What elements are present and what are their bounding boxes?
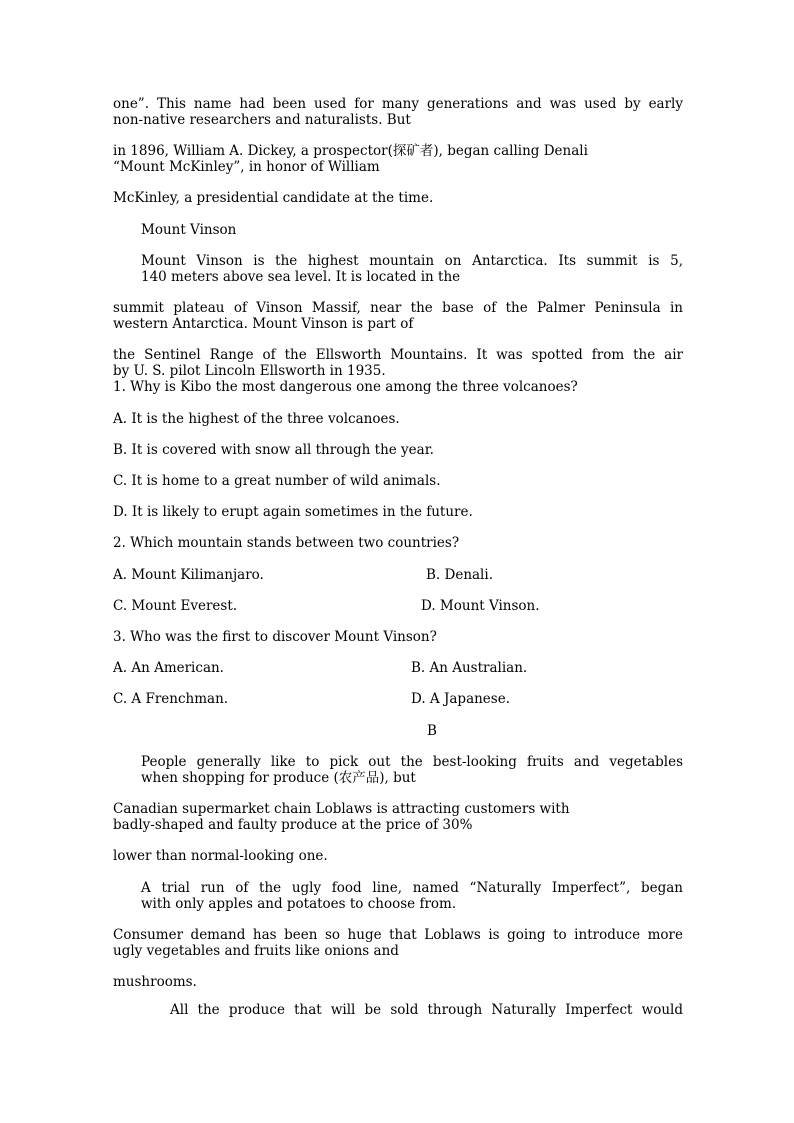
paragraph-line: summit plateau of Vinson Massif, near the base of the Palmer Peninsula in xyxy=(113,300,683,316)
question-1-option-b: B. It is covered with snow all through the year. xyxy=(113,442,434,458)
paragraph-line: All the produce that will be sold through Naturally Imperfect would xyxy=(170,1002,683,1018)
question-1-option-a: A. It is the highest of the three volcanoes. xyxy=(113,411,400,427)
paragraph-line: badly-shaped and faulty produce at the price of 30% xyxy=(113,817,473,833)
question-3-option-d: D. A Japanese. xyxy=(411,691,511,707)
paragraph-line: the Sentinel Range of the Ellsworth Mountains. It was spotted from the air xyxy=(113,347,683,363)
paragraph-line: McKinley, a presidential candidate at the time. xyxy=(113,190,434,206)
question-3: 3. Who was the first to discover Mount Vinson? xyxy=(113,629,437,645)
question-1: 1. Why is Kibo the most dangerous one among the three volcanoes? xyxy=(113,379,578,395)
passage-label: B xyxy=(427,723,437,739)
question-1-option-d: D. It is likely to erupt again sometimes in the future. xyxy=(113,504,473,520)
paragraph-line: A trial run of the ugly food line, named “Naturally Imperfect”, began xyxy=(141,880,683,896)
paragraph-line: Canadian supermarket chain Loblaws is attracting customers with xyxy=(113,801,570,817)
question-2-option-d: D. Mount Vinson. xyxy=(421,598,540,614)
paragraph-line: Consumer demand has been so huge that Loblaws is going to introduce more xyxy=(113,927,683,943)
section-heading: Mount Vinson xyxy=(141,222,237,238)
question-1-option-c: C. It is home to a great number of wild animals. xyxy=(113,473,441,489)
paragraph-line: People generally like to pick out the best-looking fruits and vegetables xyxy=(141,754,683,770)
paragraph-line: one”. This name had been used for many generations and was used by early xyxy=(113,96,683,112)
question-2-option-b: B. Denali. xyxy=(426,567,493,583)
question-3-option-b: B. An Australian. xyxy=(411,660,528,676)
paragraph-line: mushrooms. xyxy=(113,974,197,990)
paragraph-line: “Mount McKinley”, in honor of William xyxy=(113,159,380,175)
paragraph-line: in 1896, William A. Dickey, a prospector(探矿者), began calling Denali xyxy=(113,143,588,159)
paragraph-line: lower than normal-looking one. xyxy=(113,848,328,864)
paragraph-line: western Antarctica. Mount Vinson is part of xyxy=(113,316,414,332)
paragraph-line: when shopping for produce (农产品), but xyxy=(141,770,416,786)
question-3-option-c: C. A Frenchman. xyxy=(113,691,229,707)
paragraph-line: non-native researchers and naturalists. But xyxy=(113,112,411,128)
paragraph-line: ugly vegetables and fruits like onions and xyxy=(113,943,399,959)
question-2-option-c: C. Mount Everest. xyxy=(113,598,238,614)
paragraph-line: with only apples and potatoes to choose from. xyxy=(141,896,457,912)
question-2: 2. Which mountain stands between two countries? xyxy=(113,535,460,551)
paragraph-line: Mount Vinson is the highest mountain on Antarctica. Its summit is 5, xyxy=(141,253,683,269)
paragraph-line: 140 meters above sea level. It is located in the xyxy=(141,269,461,285)
question-3-option-a: A. An American. xyxy=(113,660,224,676)
question-2-option-a: A. Mount Kilimanjaro. xyxy=(113,567,264,583)
paragraph-line: by U. S. pilot Lincoln Ellsworth in 1935. xyxy=(113,363,386,379)
